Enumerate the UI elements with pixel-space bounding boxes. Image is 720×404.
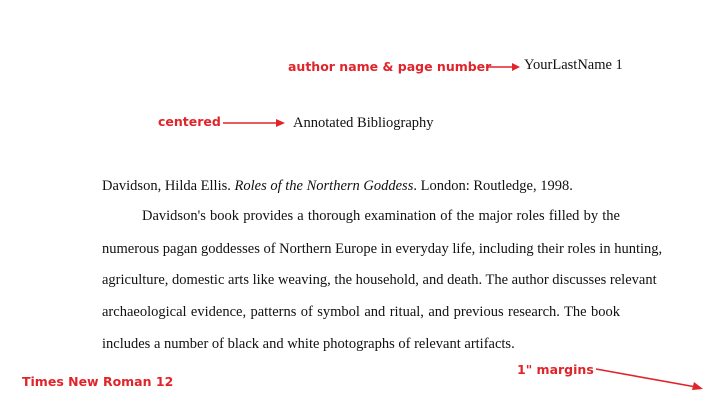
citation-entry <box>102 178 573 195</box>
margins-annotation: 1" margins <box>517 362 594 377</box>
font-annotation: Times New Roman 12 <box>22 374 174 389</box>
paragraph-line: agriculture, domestic arts like weaving, the household, and death. The author discusses relevant <box>102 272 657 288</box>
paragraph-line: includes a number of black and white photographs of relevant artifacts. <box>102 336 515 352</box>
paragraph-line: Davidson's book provides a thorough examination of the major roles filled by the <box>142 208 620 224</box>
paragraph-line: numerous pagan goddesses of Northern Europe in everyday life, including their roles in hunting, <box>102 241 663 257</box>
centered-annotation: centered <box>158 114 221 129</box>
paragraph-line: archaeological evidence, patterns of symbol and ritual, and previous research. The book <box>102 304 620 320</box>
citation-publisher: . London: Routledge, 1998. <box>413 178 573 194</box>
citation-author: Davidson, Hilda Ellis. <box>102 178 235 194</box>
citation-title: Roles of the Northern Goddess <box>234 178 414 194</box>
author-name-annotation: author name & page number <box>288 59 492 74</box>
centered-arrow-icon <box>223 116 285 130</box>
author-arrow-icon <box>486 60 520 74</box>
running-header: YourLastName 1 <box>524 57 623 73</box>
document-title: Annotated Bibliography <box>293 115 434 131</box>
margins-arrow-icon <box>596 366 706 392</box>
